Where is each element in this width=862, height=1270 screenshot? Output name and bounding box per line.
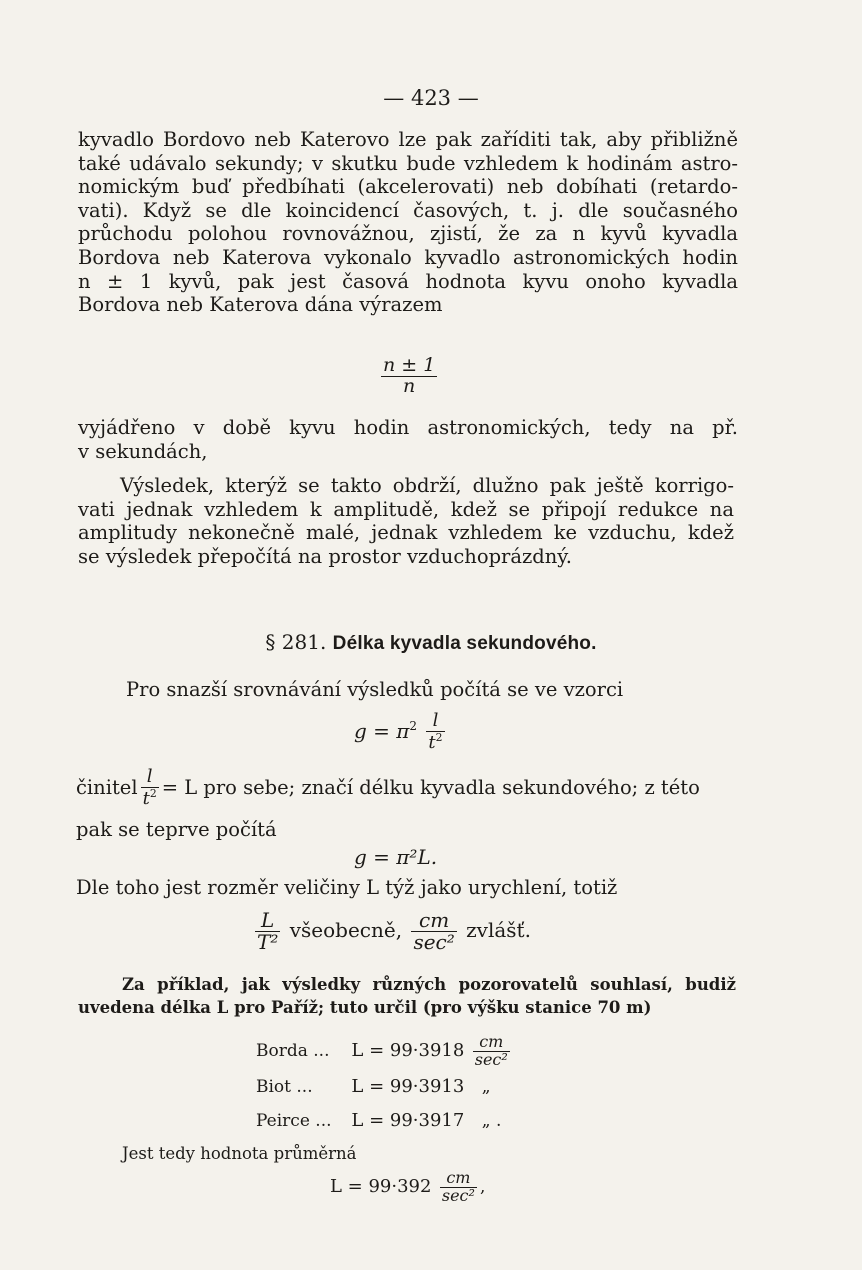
text-suffix: = L pro sebe; značí délku kyvadla sekundového; z této [161,775,700,799]
paragraph-2 [78,416,738,463]
trailing-comma: , [479,1176,486,1197]
fraction-denominator: sec² [413,930,455,954]
page-number: — 423 — [383,86,479,110]
ditto-mark: „ . [481,1111,502,1131]
text-line: kyvadlo Bordovo neb Katerovo lze pak zaříditi tak, aby přibližně [78,128,738,151]
fraction-numerator: cm [411,910,456,932]
fraction-denominator: n [403,374,416,397]
formula-lhs: g = π [354,718,410,743]
paragraph-1 [78,128,738,317]
text-line: vati). Když se dle koincidencí časových, t. j. dle současného [78,198,738,222]
formula-intro: Pro snazší srovnávání výsledků počítá se ve vzorci [126,678,624,701]
text-line: Bordova neb Katerova dána výrazem [78,293,443,317]
formula-exponent: 2 [409,719,418,734]
observer-name: Borda ... [256,1040,330,1061]
measurement-row [256,1110,501,1131]
text-line: průchodu polohou rovnovážnou, zjistí, že za n kyvů kyvadla [78,222,738,246]
paragraph-5b: pak se teprve počítá [76,818,277,841]
paragraph-3 [78,474,734,568]
measurement-value: L = 99·3917 [351,1110,465,1131]
example-paragraph [78,973,736,1019]
formula-g [354,712,448,753]
section-title: Délka kyvadla sekundového. [332,633,597,654]
text-specifically: zvlášť. [466,918,531,942]
ditto-mark: „ [481,1077,491,1097]
text-line: amplitudy nekonečně malé, jednak vzhledem ke vzduchu, kdež [78,521,734,545]
text-line: nomickým buď předbíhati (akcelerovati) neb dobíhati (retardo- [78,175,738,199]
section-heading [0,630,862,655]
text-prefix: činitel [76,775,138,799]
text-line: se výsledek přepočítá na prostor vzduchoprázdný. [78,544,572,568]
text-generally: všeobecně, [289,918,403,942]
observer-name: Peirce ... [256,1111,332,1131]
measurement-row [256,1076,491,1097]
unit-numerator: cm [440,1170,477,1188]
paragraph-5 [76,768,700,809]
unit-denominator: sec² [441,1185,475,1205]
formula-g-L: g = π²L. [354,845,438,869]
text-line: v sekundách, [78,439,208,463]
denominator-exponent: 2 [435,730,443,744]
denominator-exponent: 2 [149,786,157,800]
mean-value: L = 99·392 [330,1175,432,1197]
measurement-row [256,1034,513,1069]
measurement-value: L = 99·3918 [351,1039,465,1061]
dimension-formula [252,910,531,953]
mean-label: Jest tedy hodnota průměrná [122,1144,357,1163]
observer-name: Biot ... [256,1077,313,1097]
fraction-numerator: l [141,768,159,788]
section-number: § 281. [265,630,327,654]
mean-value-row [330,1170,485,1205]
text-line: Bordova neb Katerova vykonalo kyvadlo astronomických hodin [78,245,738,269]
fraction-numerator: l [426,712,444,732]
fraction-denominator: T² [257,930,279,954]
measurement-value: L = 99·3913 [351,1076,465,1097]
fraction-denominator: t [428,731,436,753]
fraction-expression [378,356,440,397]
text-line: také udávalo sekundy; v skutku bude vzhledem k hodinám astro- [78,151,738,175]
fraction-denominator: t [142,787,150,809]
text-line: Výsledek, kterýž se takto obdrží, dlužno pak ještě korrigo- [120,474,734,497]
unit-numerator: cm [473,1034,510,1052]
text-line: vyjádřeno v době kyvu hodin astronomických, tedy na př. [78,416,738,439]
text-line: uvedena délka L pro Paříž; tuto určil (pro výšku stanice 70 m) [78,998,652,1017]
paragraph-6: Dle toho jest rozměr veličiny L týž jako urychlení, totiž [76,876,618,899]
fraction-numerator: L [255,910,280,932]
fraction-numerator: n ± 1 [383,354,436,376]
unit-denominator: sec² [474,1049,508,1069]
text-line: Za příklad, jak výsledky různých pozorovatelů souhlasí, budiž [122,975,736,994]
text-line: vati jednak vzhledem k amplitudě, kdež se připojí redukce na [78,497,734,521]
text-line: n ± 1 kyvů, pak jest časová hodnota kyvu onoho kyvadla [78,269,738,293]
